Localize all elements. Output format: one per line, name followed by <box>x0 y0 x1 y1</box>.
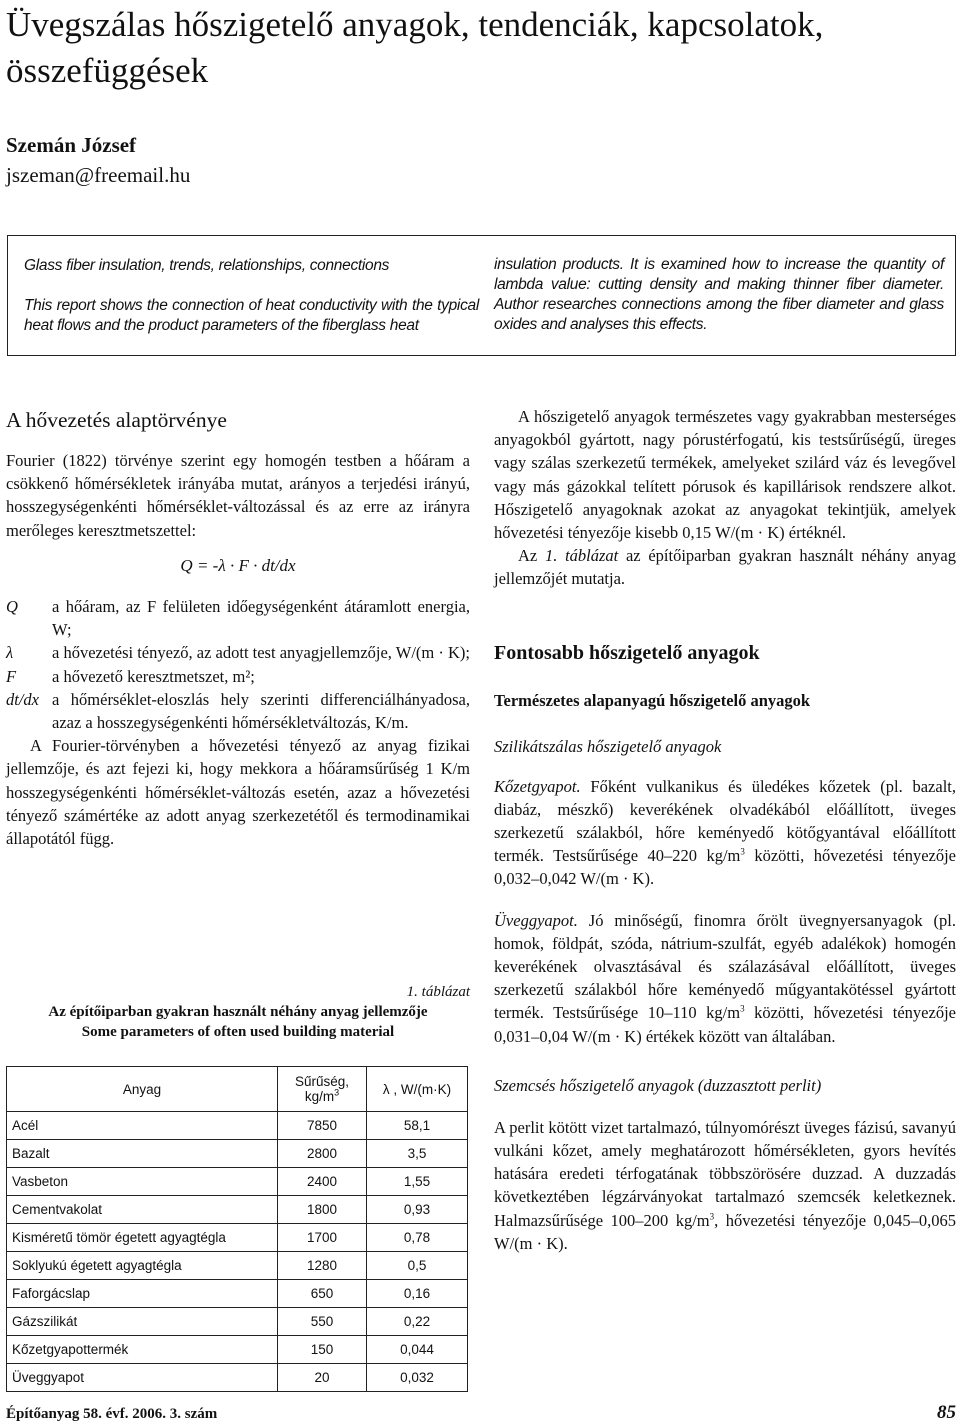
lambda-cell: 1,55 <box>367 1168 468 1196</box>
rock-wool-text2: közötti, hővezetési tényezője 0,032–0,042 W/(m · K). <box>494 846 956 889</box>
material-cell: Acél <box>7 1112 278 1140</box>
ref-pre: Az <box>518 546 545 566</box>
material-cell: Cementvakolat <box>7 1196 278 1224</box>
perlite-text2: , hővezetési tényezője 0,045–0,065 W/(m · K). <box>494 1210 956 1253</box>
rock-wool-text: Főként vulkanikus és üledékes kőzetek (pl. bazalt, diabáz, mészkő) keverékének olvadékából előállított, üveges szerkezetű szálakból, hőre keményedő kötőgyantával előállított termék. Testsűrűsége 40–220 kg/m <box>494 776 956 866</box>
section-heading-fourier: A hővezetés alaptörvénye <box>6 408 227 432</box>
header-density <box>278 1067 367 1112</box>
table-row <box>7 1364 468 1392</box>
lambda-cell: 3,5 <box>367 1140 468 1168</box>
header-density-line1: Sűrűség, <box>294 1074 350 1089</box>
table-row <box>7 1112 468 1140</box>
definition-symbol: λ <box>6 643 14 663</box>
rock-wool-paragraph <box>494 775 956 891</box>
material-cell: Kőzetgyapottermék <box>7 1336 278 1364</box>
table-block <box>6 982 470 1392</box>
header-density-line2: kg/m <box>304 1089 335 1104</box>
definition-text: a hőmérséklet-eloszlás hely szerinti differenciálhányadosa, azaz a hosszegységenkénti hőmérsékletváltozás, K/m. <box>52 689 470 733</box>
material-cell: Üveggyapot <box>7 1364 278 1392</box>
density-cell: 2400 <box>278 1168 367 1196</box>
material-cell: Gázszilikát <box>7 1308 278 1336</box>
density-cell: 1280 <box>278 1252 367 1280</box>
glass-wool-text: Jó minőségű, finomra őrölt üvegnyersanyagok (pl. homok, földpát, szóda, nátrium-szulfát, egyéb adalékok) homogén keverékének olvasztásával és szálazásával előállított, üveges szerkezetű szálakból hőre keményedő műgyantakötéssel gyártott termék. Testsűrűsége 10–110 kg/m <box>494 910 956 1023</box>
glass-wool-paragraph <box>494 909 956 1048</box>
material-cell: Kisméretű tömör égetett agyagtégla <box>7 1224 278 1252</box>
section-heading-insulation: Fontosabb hőszigetelő anyagok <box>494 641 760 664</box>
header-lambda: λ , W/(m·K) <box>367 1067 468 1112</box>
density-cell: 2800 <box>278 1140 367 1168</box>
abstract-text-2: insulation products. It is examined how to increase the quantity of lambda value: cutting density and making thinner fiber diameter. Author researches connections among the fiber diameter and glass oxides and analyses this effects. <box>494 256 944 333</box>
density-cell: 150 <box>278 1336 367 1364</box>
density-cell: 550 <box>278 1308 367 1336</box>
subheading-natural: Természetes alapanyagú hőszigetelő anyagok <box>494 690 811 710</box>
table-header-row <box>7 1067 468 1112</box>
definition-text: a hővezető keresztmetszet, m²; <box>52 666 255 686</box>
definition-symbol: Q <box>6 597 18 617</box>
table-row <box>7 1336 468 1364</box>
header-density-sup: 3 <box>334 1087 340 1098</box>
lambda-cell: 0,22 <box>367 1308 468 1336</box>
abstract-title: Glass fiber insulation, trends, relationships, connections <box>24 257 390 274</box>
author-name: Szemán József <box>6 133 137 157</box>
fourier-paragraph: Fourier (1822) törvénye szerint egy homogén testben a hőáram a csökkenő hőmérsékletek irányába mutat, arányos a terjedési irányú, hosszegységenkénti hőmérséklet-változással és az erre az irányra merőleges keresztmetszettel: <box>6 451 470 540</box>
definition-item <box>6 641 470 664</box>
table-row <box>7 1168 468 1196</box>
material-cell: Vasbeton <box>7 1168 278 1196</box>
lambda-cell: 58,1 <box>367 1112 468 1140</box>
ref-post: az építőiparban gyakran használt néhány anyag jellemzőjét mutatja. <box>494 546 956 589</box>
table-caption-en: Some parameters of often used building material <box>81 1024 395 1040</box>
rock-wool-sup: 3 <box>740 846 745 857</box>
page-number: 85 <box>937 1402 956 1423</box>
density-cell: 7850 <box>278 1112 367 1140</box>
definition-symbol: F <box>6 666 17 686</box>
glass-wool-text2: közötti, hővezetési tényezője 0,031–0,04 W/(m · K) értékek között van általában. <box>494 1003 956 1046</box>
density-cell: 650 <box>278 1280 367 1308</box>
formula-definitions <box>6 595 470 734</box>
material-cell: Bazalt <box>7 1140 278 1168</box>
materials-table <box>6 1066 468 1392</box>
table-reference-link[interactable]: 1. táblázat <box>544 546 619 566</box>
lambda-cell: 0,5 <box>367 1252 468 1280</box>
density-cell: 1700 <box>278 1224 367 1252</box>
table-row <box>7 1308 468 1336</box>
table-row <box>7 1280 468 1308</box>
definition-item <box>6 595 470 641</box>
header-material: Anyag <box>7 1067 278 1112</box>
left-column <box>6 405 470 850</box>
definition-text: a hőáram, az F felületen időegységenként átáramlott energia, W; <box>52 597 470 640</box>
table-number: 1. táblázat <box>406 984 470 1000</box>
definition-symbol: dt/dx <box>6 689 39 709</box>
fourier-explanation: A Fourier-törvényben a hővezetési tényező az anyag fizikai jellemzője, és azt fejezi ki, hogy mekkora a hőáramsűrűség 1 K/m hosszegységenkénti hőmérséklet-változás esetén, azaz a hővezetési tényező számértéke az adott anyag szerkezetétől és termodinamikai állapotától függ. <box>6 736 470 849</box>
table-row <box>7 1252 468 1280</box>
table-row <box>7 1140 468 1168</box>
lambda-cell: 0,78 <box>367 1224 468 1252</box>
table-row <box>7 1224 468 1252</box>
definition-item <box>6 688 470 734</box>
perlite-sup: 3 <box>709 1211 715 1222</box>
material-cell: Soklyukú égetett agyagtégla <box>7 1252 278 1280</box>
fourier-formula: Q = -λ · F · dt/dx <box>180 555 296 575</box>
right-column <box>494 405 956 1255</box>
page-title: Üvegszálas hőszigetelő anyagok, tendenciák, kapcsolatok, összefüggések <box>6 5 824 90</box>
rock-wool-label: Kőzetgyapot. <box>494 776 581 796</box>
table-caption-hu: Az építőiparban gyakran használt néhány anyag jellemzője <box>48 1004 428 1020</box>
lambda-cell: 0,93 <box>367 1196 468 1224</box>
material-cell: Faforgácslap <box>7 1280 278 1308</box>
abstract-box <box>7 235 956 356</box>
lambda-cell: 0,16 <box>367 1280 468 1308</box>
definition-text: a hővezetési tényező, az adott test anyagjellemzője, W/(m · K); <box>52 643 470 663</box>
glass-wool-sup: 3 <box>740 1003 745 1014</box>
lambda-cell: 0,044 <box>367 1336 468 1364</box>
abstract-text-1: This report shows the connection of heat conductivity with the typical heat flows and the product parameters of the fiberglass heat <box>24 297 479 334</box>
perlite-paragraph <box>494 1116 956 1255</box>
density-cell: 1800 <box>278 1196 367 1224</box>
lambda-cell: 0,032 <box>367 1364 468 1392</box>
journal-footer: Építőanyag 58. évf. 2006. 3. szám <box>6 1406 218 1422</box>
table-reference-paragraph <box>494 544 956 590</box>
glass-wool-label: Üveggyapot. <box>494 910 578 930</box>
insulation-intro: A hőszigetelő anyagok természetes vagy gyakrabban mesterséges anyagokból gyártott, nagy pórustérfogatú, kis testsűrűségű, üreges vagy szálas szerkezetű termékek, amelyeket szilárd váz és levegővel vagy más gázokkal telített pórusok és kapillárisok rendszere alkot. Hőszigetelő anyagoknak azokat az anyagokat tekintjük, amelyek hővezetési tényezője kisebb 0,15 W/(m · K) értéknél. <box>494 407 956 543</box>
author-email: jszeman@freemail.hu <box>6 163 191 187</box>
definition-item <box>6 665 470 688</box>
table-row <box>7 1196 468 1224</box>
subheading-silicate: Szilikátszálas hőszigetelő anyagok <box>494 736 722 756</box>
perlite-text: A perlit kötött vizet tartalmazó, túlnyomórészt üveges fázisú, savanyú vulkáni kőzet, amely meghatározott hőmérsékleten, gyors hevítés hatására eredeti térfogatának többszörösére duzzad. A duzzadás következtében légzárványokat tartalmazó szemcsék keletkeznek. Halmazsűrűsége 100–200 kg/m <box>494 1117 956 1230</box>
density-cell: 20 <box>278 1364 367 1392</box>
subheading-perlite: Szemcsés hőszigetelő anyagok (duzzasztott perlit) <box>494 1075 822 1095</box>
author-block <box>6 130 190 190</box>
